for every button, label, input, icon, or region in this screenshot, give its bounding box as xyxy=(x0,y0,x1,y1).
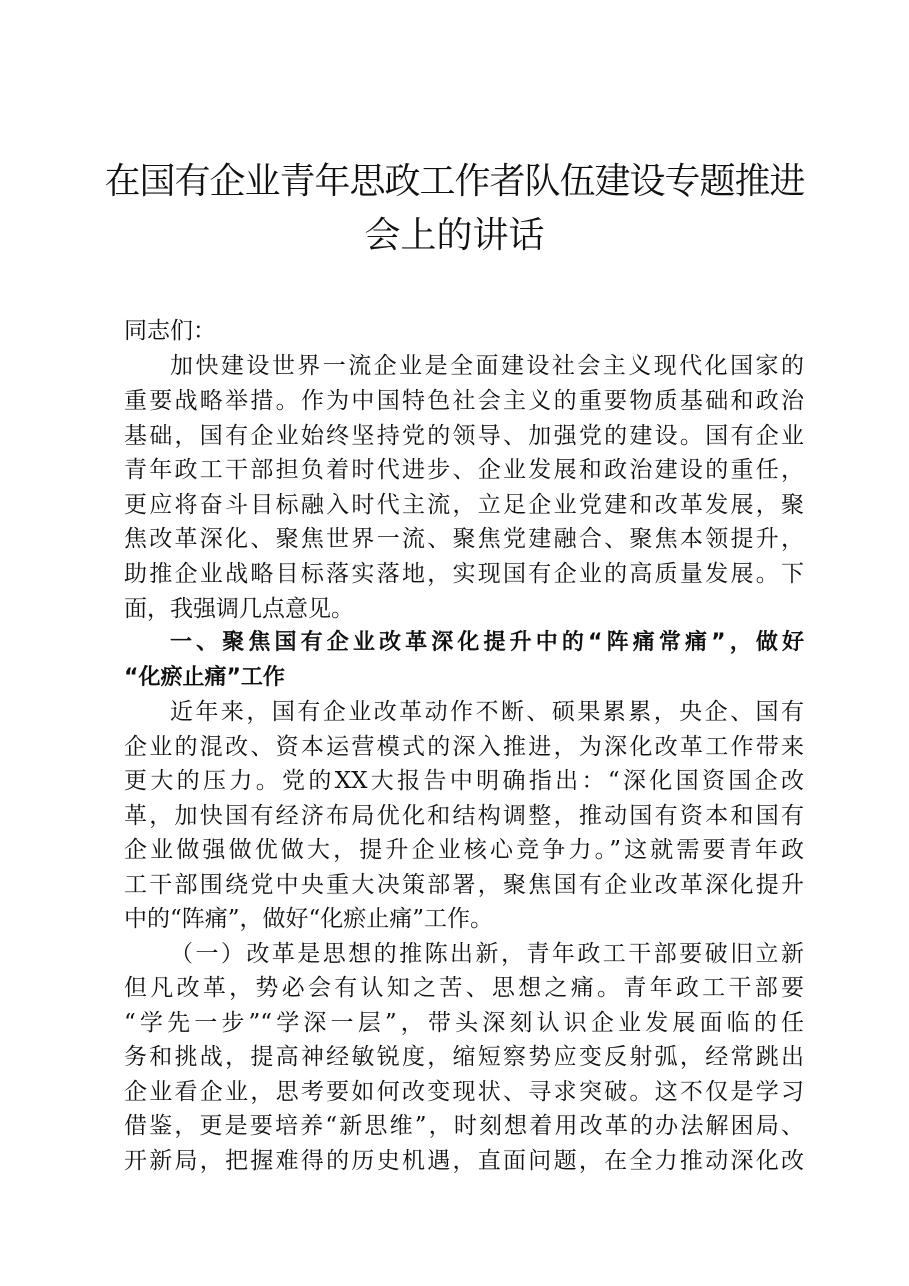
paragraph-line: 开新局，把握难得的历史机遇，直面问题，在全力推动深化改 xyxy=(124,1148,804,1174)
paragraph-line: 加快建设世界一流企业是全面建设社会主义现代化国家的 xyxy=(170,353,804,379)
paragraph-line: “学先一步”“学深一层”，带头深刻认识企业发展面临的任 xyxy=(124,1010,804,1036)
section-heading: 一、聚焦国有企业改革深化提升中的“阵痛常痛”，做好 xyxy=(170,630,804,655)
subsection-heading: （一）改革是思想的推陈出新，青年政工干部要破旧立新 xyxy=(170,941,804,967)
paragraph-line: 面，我强调几点意见。 xyxy=(124,596,354,622)
paragraph-line: 革，加快国有经济布局优化和结构调整，推动国有资本和国有 xyxy=(124,803,804,829)
paragraph-line: 助推企业战略目标落实落地，实现国有企业的高质量发展。下 xyxy=(124,561,804,587)
document-title-line1: 在国有企业青年思政工作者队伍建设专题推进 xyxy=(104,161,805,202)
paragraph-line: 青年政工干部担负着时代进步、企业发展和政治建设的重任， xyxy=(124,457,804,483)
paragraph-line: 借鉴，更是要培养“新思维”，时刻想着用改革的办法解困局、 xyxy=(124,1113,804,1139)
paragraph-line: 企业的混改、资本运营模式的深入推进，为深化改革工作带来 xyxy=(124,734,804,760)
section-heading: “化瘀止痛”工作 xyxy=(124,665,285,690)
paragraph-line: 中的“阵痛”，做好“化瘀止痛”工作。 xyxy=(124,906,494,932)
paragraph-line: 企业看企业，思考要如何改变现状、寻求突破。这不仅是学习 xyxy=(124,1079,804,1105)
paragraph-line: 企业做强做优做大，提升企业核心竞争力。”这就需要青年政 xyxy=(124,837,804,863)
paragraph-line: 更大的压力。党的XX大报告中明确指出：“深化国资国企改 xyxy=(124,768,804,794)
paragraph-line: 更应将奋斗目标融入时代主流，立足企业党建和改革发展，聚 xyxy=(124,492,804,518)
paragraph-line: 近年来，国有企业改革动作不断、硕果累累，央企、国有 xyxy=(170,699,804,725)
paragraph-line: 工干部围绕党中央重大决策部署，聚焦国有企业改革深化提升 xyxy=(124,872,804,898)
document-title-line2: 会上的讲话 xyxy=(364,215,545,256)
paragraph-line: 重要战略举措。作为中国特色社会主义的重要物质基础和政治 xyxy=(124,388,804,414)
paragraph-line: 务和挑战，提高神经敏锐度，缩短察势应变反射弧，经常跳出 xyxy=(124,1044,804,1070)
salutation: 同志们： xyxy=(124,318,216,344)
paragraph-line: 基础，国有企业始终坚持党的领导、加强党的建设。国有企业 xyxy=(124,423,804,449)
paragraph-line: 焦改革深化、聚焦世界一流、聚焦党建融合、聚焦本领提升， xyxy=(124,526,804,552)
paragraph-line: 但凡改革，势必会有认知之苦、思想之痛。青年政工干部要 xyxy=(124,975,804,1001)
